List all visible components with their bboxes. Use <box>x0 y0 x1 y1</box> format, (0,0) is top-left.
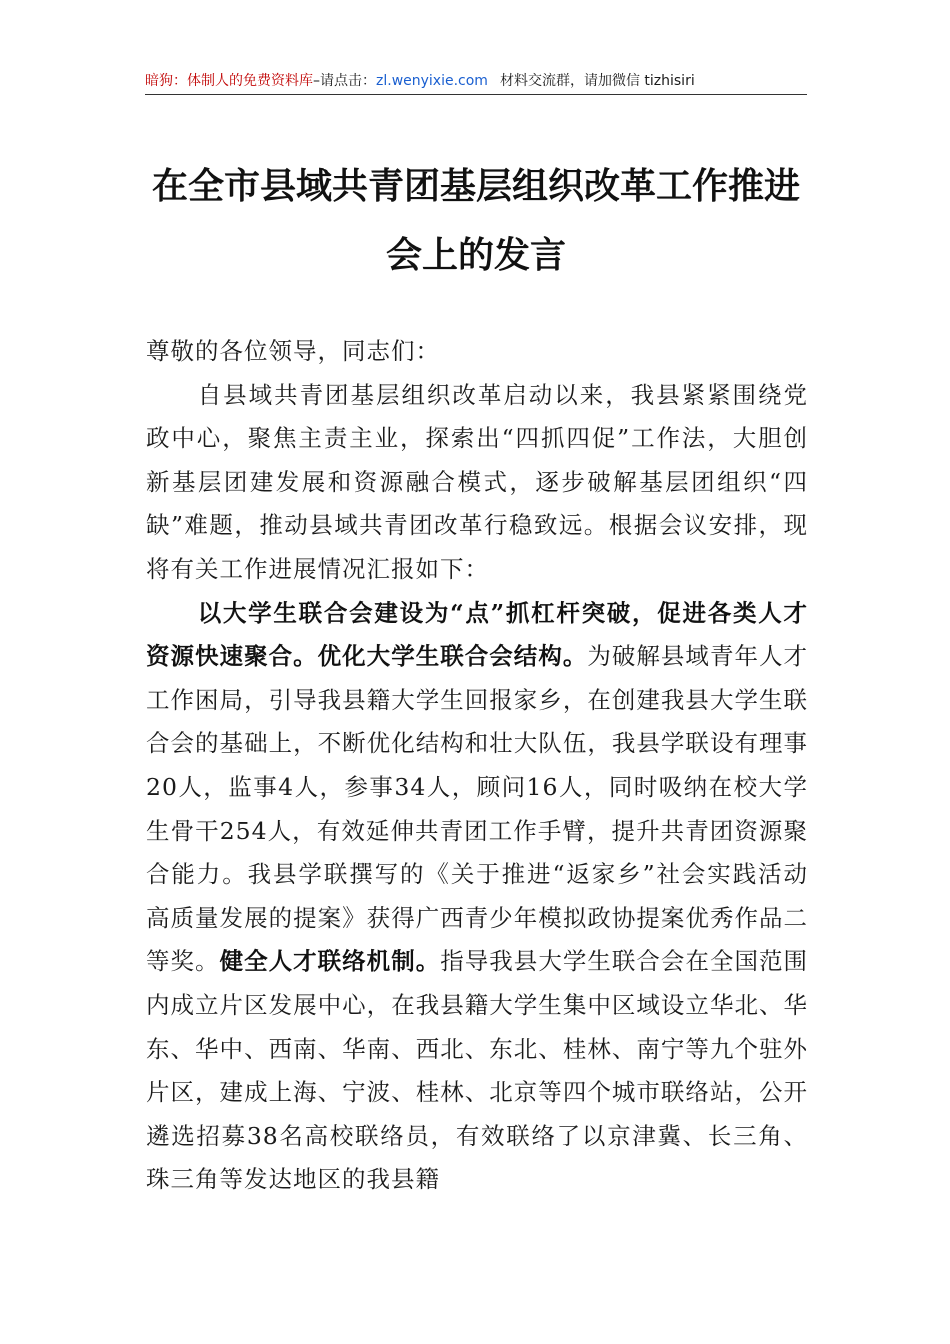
salutation: 尊敬的各位领导，同志们： <box>146 337 440 365</box>
section-1-sub1-title: 优化大学生联合会结构。 <box>317 642 588 671</box>
page-header <box>145 68 807 95</box>
section-1-sub2-title: 健全人才联络机制。 <box>219 947 441 976</box>
section-1-sub1-text: 为破解县域青年人才工作困局，引导我县籍大学生回报家乡，在创建我县大学生联合会的基础上，不断优化结构和壮大队伍，我县学联设有理事20人，监事4人，参事34人，顾问16人，同时吸纳在校大学生骨干254人，有效延伸共青团工作手臂，提升共青团资源聚合能力。我县学联撰写的《关于推进“返家乡”社会实践活动高质量发展的提案》获得广西青少年模拟政协提案优秀作品二等奖。 <box>146 642 809 976</box>
section-1-sub2-text: 指导我县大学生联合会在全国范围内成立片区发展中心，在我县籍大学生集中区域设立华北、华东、华中、西南、华南、西北、东北、桂林、南宁等九个驻外片区，建成上海、宁波、桂林、北京等四个城市联络站，公开遴选招募38名高校联络员，有效联络了以京津冀、长三角、珠三角等发达地区的我县籍 <box>146 947 809 1194</box>
section-1-heading: 以大学生联合会建设为“点”抓杠杆突破，促进各类人才资源快速聚合。 <box>146 598 808 671</box>
intro-paragraph: 自县域共青团基层组织改革启动以来，我县紧紧围绕党政中心，聚焦主责主业，探索出“四抓四促”工作法，大胆创新基层团建发展和资源融合模式，逐步破解基层团组织“四缺”难题，推动县域共青团改革行稳致远。根据会议安排，现将有关工作进展情况汇报如下： <box>146 380 808 583</box>
header-group-note: 材料交流群，请加微信 tizhisiri <box>499 73 695 89</box>
section-1-paragraph <box>146 592 808 1202</box>
header-click-prompt: –请点击： <box>313 73 376 89</box>
document-body <box>146 330 808 1202</box>
document-title-line-2: 会上的发言 <box>385 234 566 276</box>
document-title-line-1: 在全市县域共青团基层组织改革工作推进 <box>151 165 800 207</box>
header-site-name: 暗狗：体制人的免费资料库 <box>145 73 313 89</box>
header-url-link[interactable]: zl.wenyixie.com <box>376 73 488 89</box>
